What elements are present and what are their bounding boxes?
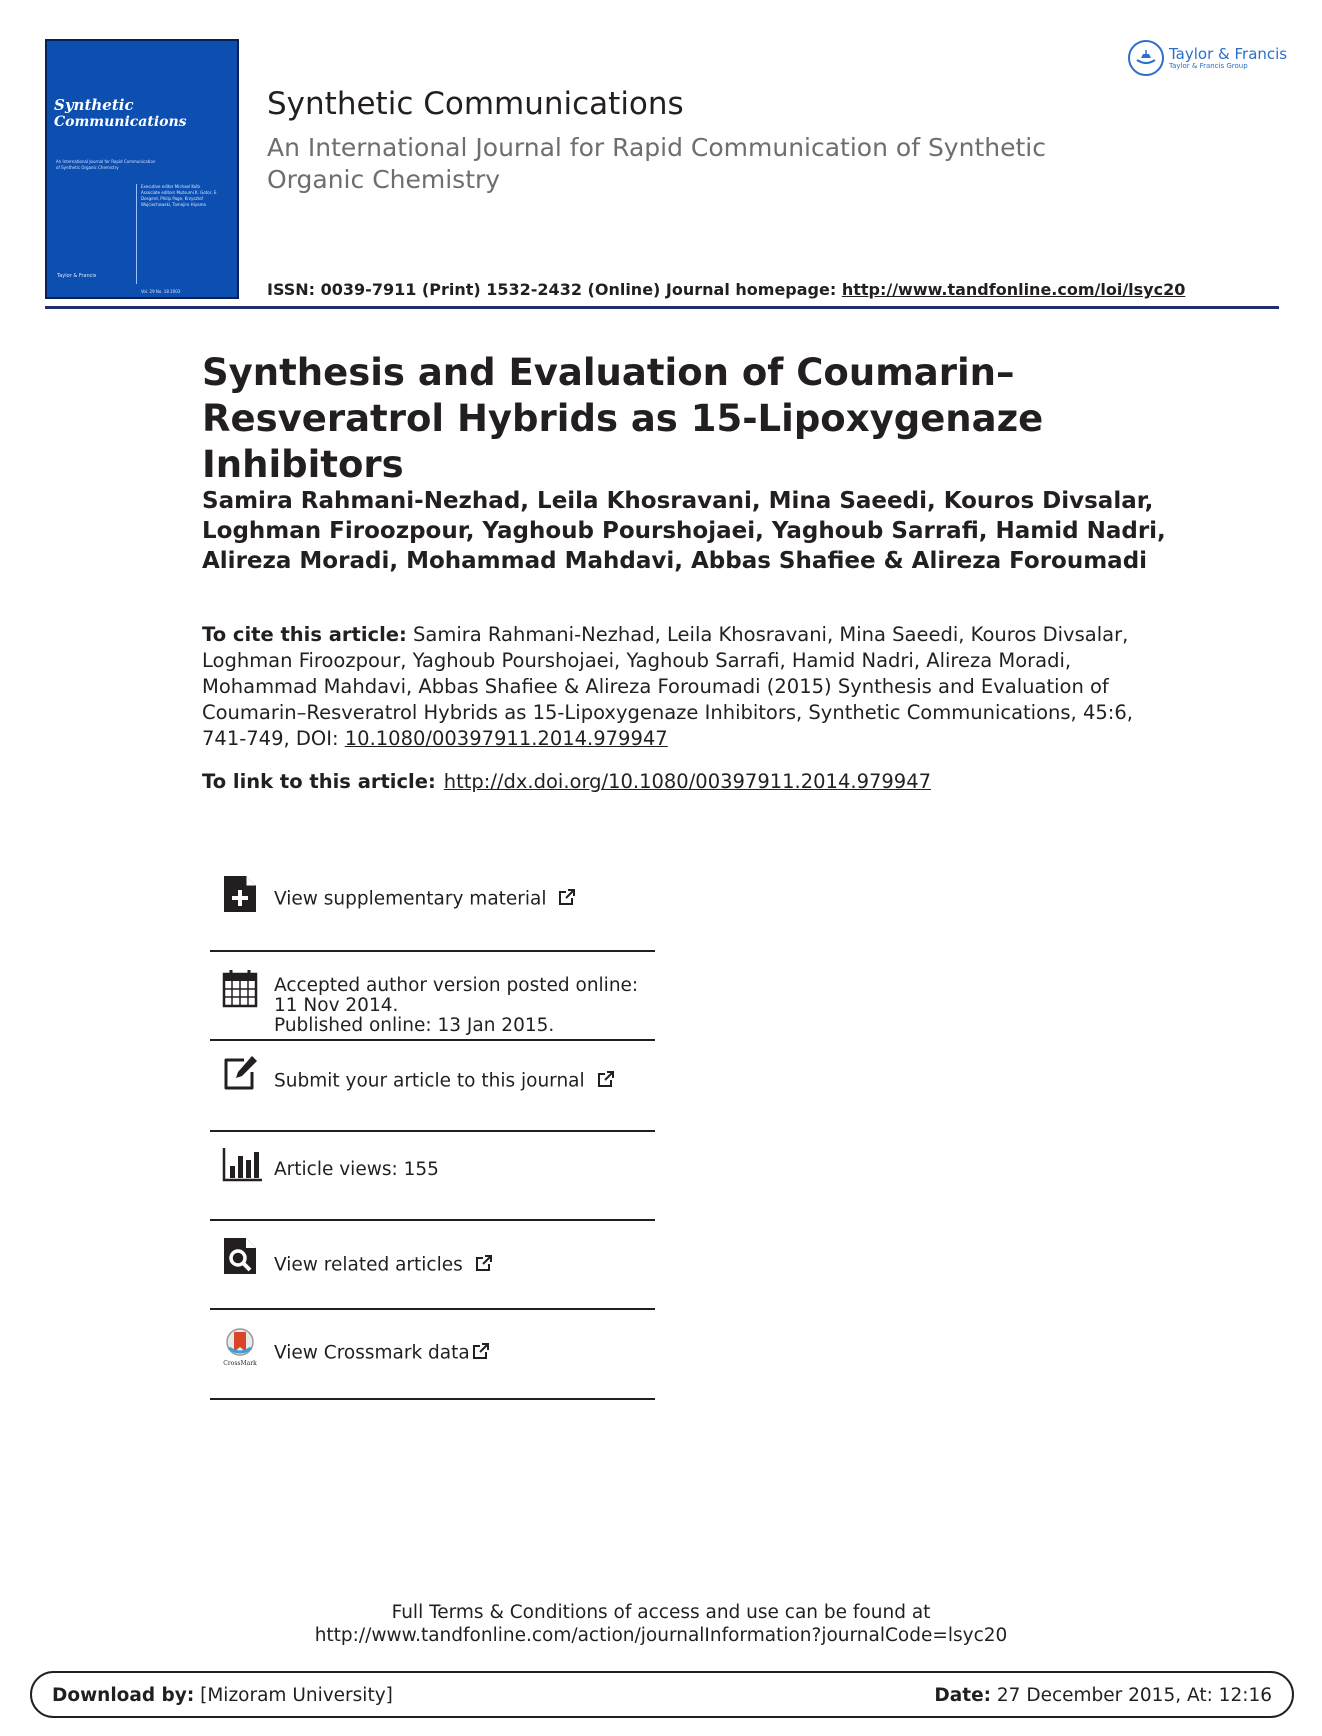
article-views-item [210,1140,655,1200]
calendar-icon [222,968,258,1008]
cover-volume: Vol. 29 No. 18 2003 [141,289,181,294]
cover-divider [136,184,137,284]
supplementary-label: View supplementary material [274,888,547,910]
publication-dates-item [210,966,655,1040]
citation-text: Samira Rahmani-Nezhad, Leila Khosravani, Mina Saeedi, Kouros Divsalar, Loghman Firoozpour, Yaghoub Pourshojaei, Yaghoub Sarrafi, Hamid Nadri, Alireza Moradi, Mohammad Mahdavi, Abbas Shafiee & Alireza Foroumadi (2015) Synthesis and Evaluation of Coumarin–Resveratrol Hybrids as 15-Lipoxygenaze Inhibitors, Synthetic Communications, 45:6, 741-749, DOI: [202,623,1133,750]
download-by [52,1685,393,1706]
external-link-icon [472,1342,490,1365]
cover-publisher-logo: Taylor & Francis [57,273,97,279]
article-title: Synthesis and Evaluation of Coumarin–Resveratrol Hybrids as 15-Lipoxygenaze Inhibitors [202,351,1044,486]
supplementary-material-item[interactable] [210,872,655,932]
publisher-logo-icon [1128,40,1164,76]
external-link-icon [558,888,576,911]
divider [210,1308,655,1310]
submit-label: Submit your article to this journal [274,1070,585,1092]
download-date-value: 27 December 2015, At: 12:16 [991,1685,1272,1706]
search-document-icon [222,1236,258,1276]
header-rule [45,306,1279,309]
citation [202,622,1162,752]
cover-title: Synthetic Communications [54,96,187,131]
journal-title: Synthetic Communications [267,86,684,122]
crossmark-icon [220,1328,260,1368]
publisher-name: Taylor & Francis [1169,44,1288,63]
edit-icon [222,1052,258,1092]
terms-line: Full Terms & Conditions of access and use can be found at [391,1602,931,1623]
external-link-icon [475,1254,493,1277]
publisher-group: Taylor & Francis Group [1169,61,1248,70]
download-date [934,1685,1272,1706]
related-articles-item[interactable] [210,1232,655,1292]
issn-text: ISSN: 0039-7911 (Print) 1532-2432 (Online) Journal homepage: [267,280,842,299]
related-label: View related articles [274,1254,463,1276]
accepted-date: Accepted author version posted online: 11 Nov 2014. [274,975,639,1016]
published-date: Published online: 13 Jan 2015. [274,1015,555,1036]
crossmark-label: View Crossmark data [274,1342,470,1364]
download-by-value: [Mizoram University] [194,1685,393,1706]
cover-editors: Executive editor Michael Kolb Associate editors Mutsumi K. Gotor, E. Dosgerd, Philip Page, Krzysztof Wojciechowski, Tamejiro Hiyama [141,184,218,207]
citation-label: To cite this article: [202,623,407,646]
article-link-label: To link to this article: [202,770,436,793]
divider [210,950,655,952]
divider [210,1219,655,1221]
download-footer [30,1671,1294,1718]
external-link-icon [597,1070,615,1093]
publisher-logo[interactable] [1128,40,1287,76]
article-url-link[interactable]: http://dx.doi.org/10.1080/00397911.2014.979947 [443,770,932,793]
download-date-label: Date: [934,1685,992,1706]
article-authors: Samira Rahmani-Nezhad, Leila Khosravani, Mina Saeedi, Kouros Divsalar, Loghman Firoozpour, Yaghoub Pourshojaei, Yaghoub Sarrafi, Hamid Nadri, Alireza Moradi, Mohammad Mahdavi, Abbas Shafiee & Alireza Foroumadi [202,488,1166,574]
crossmark-item[interactable] [210,1322,655,1382]
submit-article-item[interactable] [210,1050,655,1110]
divider [210,1398,655,1400]
issn-line [267,280,1185,299]
divider [210,1039,655,1041]
bar-chart-icon [222,1146,258,1186]
download-by-label: Download by: [52,1685,195,1706]
cover-tagline: An International Journal for Rapid Communication of Synthetic Organic Chemistry [56,159,156,170]
journal-subtitle: An International Journal for Rapid Communication of Synthetic Organic Chemistry [267,133,1046,194]
terms-url-link[interactable]: http://www.tandfonline.com/action/journalInformation?journalCode=lsyc20 [314,1625,1008,1646]
journal-homepage-link[interactable]: http://www.tandfonline.com/loi/lsyc20 [841,280,1186,299]
doi-link[interactable]: 10.1080/00397911.2014.979947 [344,727,668,750]
divider [210,1130,655,1132]
article-link [202,770,931,793]
terms-and-conditions [0,1601,1322,1647]
crossmark-logo-text: CrossMark [223,1360,257,1367]
journal-cover [45,39,239,299]
file-plus-icon [222,874,258,914]
views-label: Article views: 155 [274,1159,439,1180]
